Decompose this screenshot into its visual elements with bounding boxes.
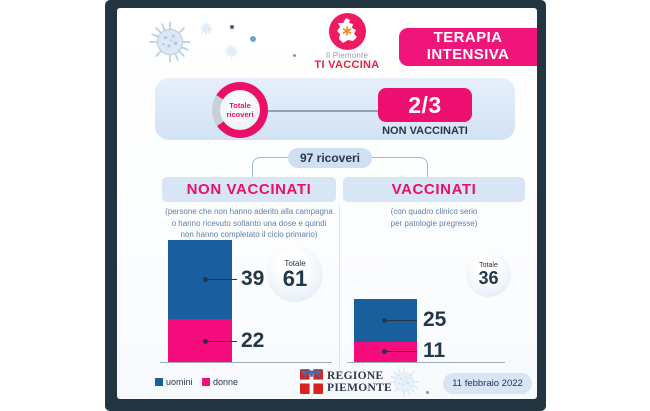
total-admissions-text: 97 ricoveri <box>299 151 361 165</box>
decor-dot <box>293 54 296 57</box>
subtitle-non-vaccinati <box>149 206 349 241</box>
fraction-box <box>378 88 472 122</box>
total-admissions-pill <box>288 148 372 168</box>
total-circle-vacc <box>466 252 511 297</box>
column-title: NON VACCINATI <box>186 181 312 198</box>
leader-line <box>208 341 237 342</box>
legend-label-donne: donne <box>213 377 239 387</box>
subtitle-line: per patologie pregresse) <box>390 218 478 228</box>
virus-icon <box>224 44 239 59</box>
decor-dot <box>250 36 256 42</box>
donut-label-line1: Totale <box>229 100 251 110</box>
total-value: 61 <box>282 265 308 291</box>
bracket-left <box>252 157 290 177</box>
value-nonvacc-donne: 22 <box>241 329 265 352</box>
total-donut-label <box>220 90 260 130</box>
total-value: 36 <box>478 268 499 288</box>
decor-dot <box>426 391 429 394</box>
value-nonvacc-uomini: 39 <box>241 267 265 290</box>
fraction-label: NON VACCINATI <box>382 125 468 137</box>
piemonte-region-icon <box>329 13 366 50</box>
legend-label-uomini: uomini <box>166 377 193 387</box>
campaign-logo <box>329 13 366 50</box>
legend-swatch-uomini <box>155 378 163 386</box>
date-pill <box>443 373 532 394</box>
leader-line <box>387 320 417 321</box>
total-circle-nonvacc <box>267 246 323 302</box>
regione-piemonte-wordmark <box>327 370 392 395</box>
connector-line <box>266 110 380 112</box>
value-vacc-donne: 11 <box>423 339 446 362</box>
region-line1: REGIONE <box>327 370 384 382</box>
leader-line <box>208 279 237 280</box>
title-badge <box>399 28 537 66</box>
fraction-value: 2/3 <box>408 91 442 118</box>
campaign-logo-subtext: Il Piemonte <box>325 51 369 60</box>
virus-icon <box>388 366 420 398</box>
region-line2: PIEMONTE <box>327 382 393 395</box>
axis-baseline <box>347 362 505 363</box>
virus-icon <box>148 20 192 64</box>
title-line2: INTENSIVA <box>426 46 510 63</box>
total-caption: Totale <box>479 262 498 269</box>
value-vacc-uomini: 25 <box>423 308 447 331</box>
column-title: VACCINATI <box>391 181 477 198</box>
subtitle-line: o hanno ricevuto soltanto una dose e quindi <box>171 218 327 228</box>
bracket-right <box>371 157 428 177</box>
campaign-logo-title: TI VACCINA <box>314 59 380 71</box>
donut-label-line2: ricoveri <box>226 110 254 119</box>
leader-line <box>387 351 417 352</box>
column-divider <box>339 205 340 372</box>
regione-piemonte-crest-icon <box>300 369 323 396</box>
column-header-non-vaccinati <box>162 177 336 202</box>
axis-baseline <box>160 362 332 363</box>
subtitle-vaccinati <box>344 206 524 229</box>
subtitle-line: (con quadro clinico serio <box>390 207 478 216</box>
virus-icon <box>199 21 214 36</box>
date-text: 11 febbraio 2022 <box>452 378 523 389</box>
subtitle-line: non hanno completato il ciclo primario) <box>180 230 318 240</box>
legend-swatch-donne <box>202 378 210 386</box>
decor-dot <box>230 25 234 29</box>
title-line1: TERAPIA <box>433 29 503 47</box>
subtitle-line: (persone che non hanno aderito alla campagna <box>165 207 333 216</box>
total-caption: Totale <box>284 258 306 268</box>
column-header-vaccinati <box>343 177 525 202</box>
